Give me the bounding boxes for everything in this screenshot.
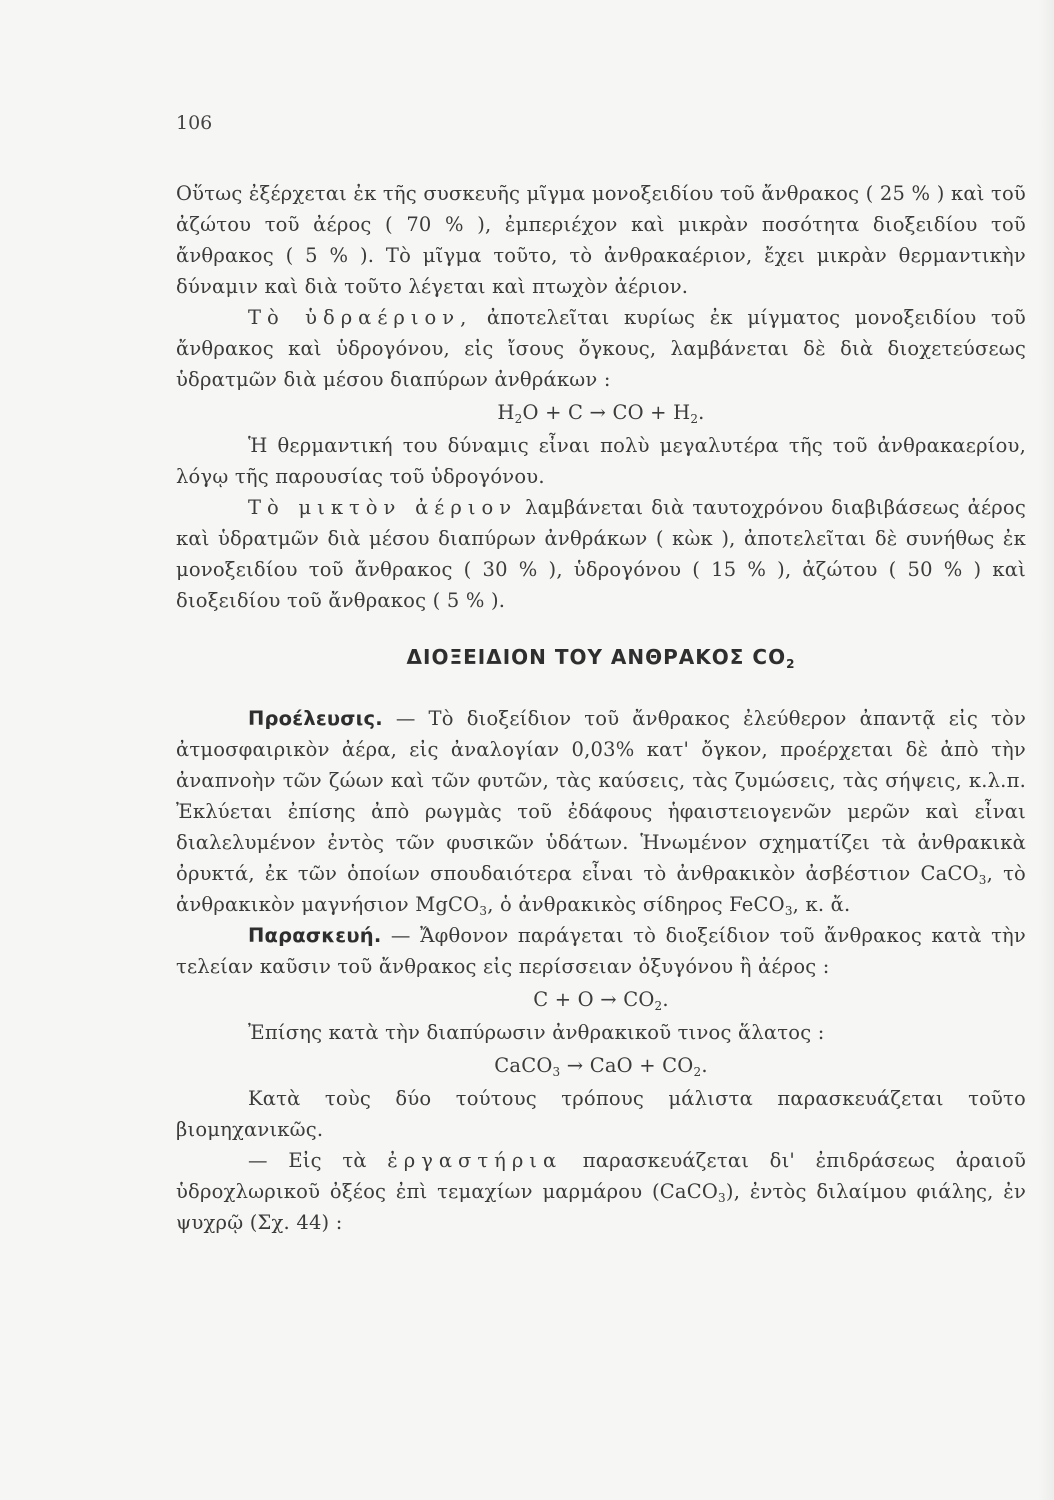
paragraph-text: , ὁ ἀνθρακικὸς σίδηρος FeCO bbox=[487, 893, 785, 916]
eq-part: . bbox=[662, 988, 669, 1011]
eq-part: H bbox=[497, 401, 515, 424]
eq-part: CaCO bbox=[494, 1054, 553, 1077]
formula-subscript: 3 bbox=[784, 904, 793, 918]
eq-subscript: 2 bbox=[690, 412, 699, 426]
formula-subscript: 3 bbox=[718, 1191, 726, 1205]
page-number: 106 bbox=[176, 112, 213, 134]
paragraph-text: ἀποτελεῖται κυρίως ἐκ μίγματος μονοξειδίου τοῦ ἄνθρακος καὶ ὑδρογόνου, εἰς ἴσους ὄγκους, λαμβάνεται δὲ διὰ διοχετεύσεως ὑδρατμῶν διὰ μέσου διαπύρων ἀνθράκων : bbox=[176, 306, 1026, 391]
term-water-gas: Τὸ ὑδραέριον, bbox=[248, 306, 473, 329]
formula-subscript: 3 bbox=[978, 873, 987, 887]
page-body bbox=[176, 178, 1026, 1238]
paragraph-poor-gas: Οὕτως ἐξέρχεται ἐκ τῆς συσκευῆς μῖγμα μονοξειδίου τοῦ ἄνθρακος ( 25 % ) καὶ τοῦ ἀζώτου τοῦ ἀέρος ( 70 % ), ἐμπεριέχον καὶ μικρὰν ποσότητα διοξειδίου τοῦ ἄνθρακος ( 5 % ). Τὸ μῖγμα τοῦτο, τὸ ἀνθρακαέριον, ἔχει μικρὰν θερμαντικὴν δύναμιν καὶ διὰ τοῦτο λέγεται καὶ πτωχὸν ἀέριον. bbox=[176, 182, 1026, 298]
term-mixed-gas: Τὸ μικτὸν ἀέριον bbox=[248, 496, 518, 519]
paragraph-water-gas bbox=[176, 302, 1026, 395]
paragraph-text: , τὸ ἀνθρακικὸν μαγνήσιον MgCO bbox=[176, 862, 1026, 916]
paragraph-heating-power: Ἡ θερμαντική του δύναμις εἶναι πολὺ μεγαλυτέρα τῆς τοῦ ἀνθρακαερίου, λόγῳ τῆς παρουσίας τοῦ ὑδρογόνου. bbox=[176, 434, 1026, 488]
paragraph-mixed-gas bbox=[176, 492, 1026, 616]
heading-subscript: 2 bbox=[786, 657, 796, 671]
eq-part: . bbox=[698, 401, 705, 424]
page-edge-shadow bbox=[1038, 0, 1054, 1500]
eq-subscript: 2 bbox=[514, 412, 523, 426]
section-heading bbox=[176, 642, 1026, 673]
paragraph-calcination: Ἐπίσης κατὰ τὴν διαπύρωσιν ἀνθρακικοῦ τινος ἅλατος : bbox=[248, 1021, 825, 1044]
paragraph-text: παρασκευάζεται δι' ἐπιδράσεως ἀραιοῦ ὑδροχλωρικοῦ ὀξέος ἐπὶ τεμαχίων μαρμάρου (CaCO bbox=[176, 1149, 1026, 1203]
equation-combustion bbox=[176, 984, 1026, 1015]
heading-text: ΔΙΟΞΕΙΔΙΟΝ ΤΟΥ ΑΝΘΡΑΚΟΣ CO bbox=[406, 645, 787, 669]
paragraph-origin bbox=[176, 703, 1026, 920]
paragraph-preparation bbox=[176, 920, 1026, 982]
formula-subscript: 3 bbox=[479, 904, 488, 918]
eq-subscript: 3 bbox=[552, 1065, 561, 1079]
paragraph-text: — Τὸ διοξείδιον τοῦ ἄνθρακος ἐλεύθερον ἀπαντᾷ εἰς τὸν ἀτμοσφαιρικὸν ἀέρα, εἰς ἀναλογίαν 0,03% κατ' ὄγκον, προέρχεται δὲ ἀπὸ τὴν ἀναπνοὴν τῶν ζώων καὶ τῶν φυτῶν, τὰς καύσεις, τὰς ζυμώσεις, τὰς σήψεις, κ.λ.π. Ἐκλύεται ἐπίσης ἀπὸ ρωγμὰς τοῦ ἐδάφους ἡφαιστειογενῶν μερῶν καὶ εἶναι διαλελυμένον ἐντὸς τῶν φυσικῶν ὑδάτων. Ἡνωμένον σχηματίζει τὰ ἀνθρακικὰ ὀρυκτά, ἐκ τῶν ὁποίων σπουδαιότερα εἶναι τὸ ἀνθρακικὸν ἀσβέστιον CaCO bbox=[176, 707, 1026, 885]
equation-calcination bbox=[176, 1050, 1026, 1081]
paragraph-text: λαμβάνεται διὰ ταυτοχρόνου διαβιβάσεως ἀέρος καὶ ὑδρατμῶν διὰ μέσου διαπύρων ἀνθράκων ( κὼκ ), ἀποτελεῖται δὲ συνήθως ἐκ μονοξειδίου τοῦ ἄνθρακος ( 30 % ), ὑδρογόνου ( 15 % ), ἀζώτου ( 50 % ) καὶ διοξειδίου τοῦ ἄνθρακος ( 5 % ). bbox=[176, 496, 1026, 612]
eq-subscript: 2 bbox=[693, 1065, 702, 1079]
equation-water-gas bbox=[176, 397, 1026, 428]
paragraph-laboratory bbox=[176, 1145, 1026, 1238]
run-in-heading-preparation: Παρασκευή. bbox=[248, 924, 382, 947]
eq-subscript: 2 bbox=[654, 999, 663, 1013]
eq-part: O + C → CO + H bbox=[522, 401, 691, 424]
eq-part: → CaO + CO bbox=[560, 1054, 694, 1077]
paragraph-text: , κ. ἄ. bbox=[792, 893, 851, 916]
paragraph-text: — Ἄφθονον παράγεται τὸ διοξείδιον τοῦ ἄνθρακος κατὰ τὴν τελείαν καῦσιν τοῦ ἄνθρακος εἰς περίσσειαν ὀξυγόνου ἢ ἀέρος : bbox=[176, 924, 1026, 978]
run-in-heading-origin: Προέλευσις. bbox=[248, 707, 383, 730]
paragraph-text: — Εἰς τὰ bbox=[248, 1149, 388, 1172]
paragraph-industrial: Κατὰ τοὺς δύο τούτους τρόπους μάλιστα παρασκευάζεται τοῦτο βιομηχανικῶς. bbox=[176, 1087, 1026, 1141]
eq-part: C + O → CO bbox=[533, 988, 655, 1011]
eq-part: . bbox=[701, 1054, 708, 1077]
term-laboratory: ἐργαστήρια bbox=[387, 1149, 563, 1172]
paragraph-text: ), ἐντὸς διλαίμου φιάλης, ἐν ψυχρῷ (Σχ. 44) : bbox=[176, 1180, 1026, 1234]
